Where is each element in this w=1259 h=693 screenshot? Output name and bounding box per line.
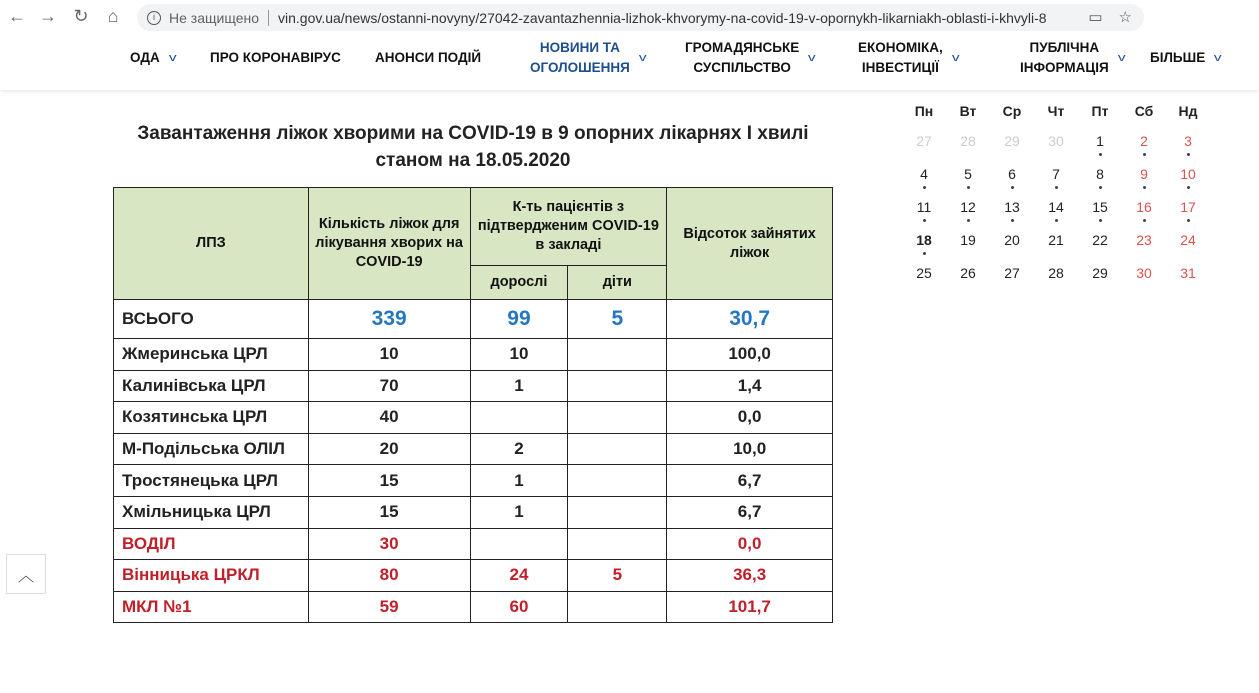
day-number: 5 <box>964 166 972 182</box>
cell-adults: 24 <box>470 560 568 592</box>
day-number: 12 <box>960 199 976 215</box>
day-number: 1 <box>1096 133 1104 149</box>
cell-beds: 40 <box>308 402 470 434</box>
cell-name: МКЛ №1 <box>114 591 309 623</box>
cell-percent: 100,0 <box>667 339 833 371</box>
cell-percent: 0,0 <box>667 528 833 560</box>
table-row-total <box>114 300 833 339</box>
chevron-down-icon[interactable]: v <box>168 52 177 64</box>
weekday-label: Чт <box>1047 103 1065 119</box>
day-number: 17 <box>1180 199 1196 215</box>
cell-adults: 1 <box>470 496 568 528</box>
cell-children <box>568 528 667 560</box>
event-dot-icon <box>1187 219 1190 222</box>
cell-name: Жмеринська ЦРЛ <box>114 339 309 371</box>
nav-item[interactable] <box>530 36 645 80</box>
browser-toolbar <box>0 0 1259 36</box>
day-number: 20 <box>1004 232 1020 248</box>
calendar-day[interactable] <box>1122 265 1166 298</box>
calendar-day[interactable] <box>1034 265 1078 298</box>
nav-item-label: ГРОМАДЯНСЬКЕ СУСПІЛЬСТВО <box>685 40 800 75</box>
calendar-day[interactable] <box>990 232 1034 265</box>
calendar-day[interactable] <box>1034 133 1078 166</box>
nav-item-label: ОДА <box>130 50 160 65</box>
day-number: 7 <box>1052 166 1060 182</box>
calendar-week <box>902 265 1212 298</box>
cell-name: Козятинська ЦРЛ <box>114 402 309 434</box>
weekday-label: Пт <box>1091 103 1109 119</box>
calendar-day[interactable] <box>902 265 946 298</box>
cell-name: М-Подільська ОЛІЛ <box>114 433 309 465</box>
calendar-day[interactable] <box>1034 166 1078 199</box>
info-icon[interactable]: i <box>147 11 161 25</box>
cell-name: Тростянецька ЦРЛ <box>114 465 309 497</box>
cell-beds: 15 <box>308 496 470 528</box>
total-beds: 339 <box>308 300 470 339</box>
total-children: 5 <box>568 300 667 339</box>
chevron-down-icon[interactable]: v <box>951 52 960 64</box>
url-text[interactable]: vin.gov.ua/news/ostanni-novyny/27042-zavantazhennia-lizhok-khvorymy-na-covid-19-v-opornykh-likarniakh-oblasti-i-khvyli-8 <box>278 9 1047 26</box>
event-dot-icon <box>1143 219 1146 222</box>
weekday-label: Ср <box>1002 103 1022 119</box>
calendar-day[interactable] <box>1034 199 1078 232</box>
nav-item[interactable] <box>858 36 958 80</box>
nav-item[interactable] <box>375 36 481 80</box>
back-icon[interactable]: ← <box>8 6 26 26</box>
cell-adults <box>470 528 568 560</box>
day-number: 16 <box>1136 199 1152 215</box>
calendar-day[interactable] <box>902 199 946 232</box>
event-dot-icon <box>1143 153 1146 156</box>
cell-children <box>568 339 667 371</box>
nav-item-label: АНОНСИ ПОДІЙ <box>375 50 482 65</box>
divider <box>268 10 269 26</box>
nav-item-label: БІЛЬШЕ <box>1150 50 1206 65</box>
day-number: 2 <box>1140 133 1148 149</box>
nav-item[interactable] <box>210 36 341 80</box>
cell-percent: 101,7 <box>667 591 833 623</box>
weekday-label: Вт <box>959 103 977 119</box>
calendar-day[interactable] <box>1034 232 1078 265</box>
cell-name: Вінницька ЦРКЛ <box>114 560 309 592</box>
total-adults: 99 <box>470 300 568 339</box>
cell-percent: 36,3 <box>667 560 833 592</box>
title-line-1: Завантаження ліжок хворими на COVID-19 в 9 опорних лікарнях І хвилі <box>137 123 809 144</box>
calendar-day[interactable] <box>1166 133 1210 166</box>
cell-beds: 80 <box>308 560 470 592</box>
day-number: 30 <box>1048 133 1064 149</box>
calendar-week <box>902 166 1212 199</box>
calendar-day[interactable] <box>990 166 1034 199</box>
calendar-week <box>902 133 1212 166</box>
weekday-label: Сб <box>1134 103 1154 119</box>
cell-children <box>568 496 667 528</box>
cell-children <box>568 465 667 497</box>
cell-children <box>568 402 667 434</box>
event-dot-icon <box>1143 186 1146 189</box>
day-number: 14 <box>1048 199 1064 215</box>
calendar-day[interactable] <box>1166 199 1210 232</box>
calendar-day[interactable] <box>990 133 1034 166</box>
cell-adults: 2 <box>470 433 568 465</box>
cell-adults: 1 <box>470 465 568 497</box>
day-number: 21 <box>1048 232 1064 248</box>
calendar-day[interactable] <box>1078 265 1122 298</box>
cell-percent: 6,7 <box>667 496 833 528</box>
table-row <box>114 339 833 371</box>
table-row <box>114 496 833 528</box>
day-number: 22 <box>1092 232 1108 248</box>
header-patients: К-ть пацієнтів з підтвердженим COVID-19 в закладі <box>470 188 667 266</box>
calendar-day[interactable] <box>946 166 990 199</box>
day-number: 29 <box>1092 265 1108 281</box>
chevron-down-icon[interactable]: v <box>1117 52 1126 64</box>
table-row <box>114 528 833 560</box>
day-number: 26 <box>960 265 976 281</box>
calendar-day[interactable] <box>902 232 946 265</box>
day-number: 18 <box>916 232 932 248</box>
chevron-down-icon[interactable]: v <box>1214 52 1222 64</box>
event-dot-icon <box>1011 186 1014 189</box>
calendar-day[interactable] <box>1078 199 1122 232</box>
nav-item-label: ПУБЛІЧНА ІНФОРМАЦІЯ <box>1020 40 1109 75</box>
weekday-label: Нд <box>1178 103 1198 119</box>
day-number: 4 <box>920 166 928 182</box>
cell-children <box>568 433 667 465</box>
day-number: 9 <box>1140 166 1148 182</box>
cell-adults: 60 <box>470 591 568 623</box>
cell-adults: 1 <box>470 370 568 402</box>
total-percent: 30,7 <box>667 300 833 339</box>
table-row <box>114 402 833 434</box>
day-number: 31 <box>1180 265 1196 281</box>
calendar-day[interactable] <box>1122 232 1166 265</box>
calendar-day[interactable] <box>902 166 946 199</box>
table-row <box>114 370 833 402</box>
calendar-day[interactable] <box>1078 232 1122 265</box>
main-nav <box>0 36 1259 90</box>
day-number: 28 <box>960 133 976 149</box>
nav-item[interactable] <box>685 36 815 80</box>
day-number: 15 <box>1092 199 1108 215</box>
calendar-day[interactable] <box>1122 166 1166 199</box>
day-number: 27 <box>916 133 932 149</box>
calendar-day[interactable] <box>1166 166 1210 199</box>
cell-beds: 15 <box>308 465 470 497</box>
event-dot-icon <box>967 219 970 222</box>
bed-occupancy-table <box>113 187 833 623</box>
event-dot-icon <box>1011 219 1014 222</box>
total-name: ВСЬОГО <box>114 300 309 339</box>
day-number: 3 <box>1184 133 1192 149</box>
event-dot-icon <box>1187 153 1190 156</box>
home-icon[interactable]: ⌂ <box>107 6 119 26</box>
bookmark-star-icon[interactable]: ☆ <box>1118 9 1132 26</box>
cell-percent: 0,0 <box>667 402 833 434</box>
chevron-down-icon[interactable]: v <box>638 52 647 64</box>
event-dot-icon <box>1055 219 1058 222</box>
cell-children <box>568 591 667 623</box>
calendar-day[interactable] <box>1078 133 1122 166</box>
day-number: 23 <box>1136 232 1152 248</box>
calendar-weekdays <box>902 100 1212 133</box>
header-lpz: ЛПЗ <box>114 188 309 300</box>
cell-adults <box>470 402 568 434</box>
calendar <box>902 100 1212 298</box>
title-line-2: станом на 18.05.2020 <box>375 150 571 171</box>
cell-beds: 30 <box>308 528 470 560</box>
day-number: 10 <box>1180 166 1196 182</box>
calendar-week <box>902 232 1212 265</box>
nav-item[interactable] <box>130 36 175 80</box>
calendar-day[interactable] <box>902 133 946 166</box>
table-row <box>114 465 833 497</box>
cell-name: ВОДІЛ <box>114 528 309 560</box>
nav-item[interactable] <box>1150 36 1221 80</box>
calendar-day[interactable] <box>990 199 1034 232</box>
event-dot-icon <box>967 186 970 189</box>
day-number: 24 <box>1180 232 1196 248</box>
day-number: 19 <box>960 232 976 248</box>
event-dot-icon <box>1099 219 1102 222</box>
nav-item-label: НОВИНИ ТА ОГОЛОШЕННЯ <box>530 40 630 75</box>
security-label: Не защищено <box>169 9 259 26</box>
event-dot-icon <box>1099 153 1102 156</box>
day-number: 8 <box>1096 166 1104 182</box>
day-number: 6 <box>1008 166 1016 182</box>
calendar-day[interactable] <box>946 199 990 232</box>
calendar-day[interactable] <box>1122 133 1166 166</box>
day-number: 30 <box>1136 265 1152 281</box>
weekday-label: Пн <box>914 103 934 119</box>
day-number: 29 <box>1004 133 1020 149</box>
cell-name: Хмільницька ЦРЛ <box>114 496 309 528</box>
nav-item-label: ПРО КОРОНАВІРУС <box>210 50 341 65</box>
address-bar[interactable] <box>137 4 1144 31</box>
event-dot-icon <box>923 219 926 222</box>
nav-item[interactable] <box>1020 36 1124 80</box>
table-row <box>114 433 833 465</box>
calendar-week <box>902 199 1212 232</box>
calendar-day[interactable] <box>946 265 990 298</box>
calendar-day[interactable] <box>1122 199 1166 232</box>
calendar-day[interactable] <box>946 133 990 166</box>
header-children: діти <box>568 266 667 300</box>
table-row <box>114 560 833 592</box>
cell-name: Калинівська ЦРЛ <box>114 370 309 402</box>
calendar-day[interactable] <box>1166 265 1210 298</box>
cell-beds: 70 <box>308 370 470 402</box>
cell-percent: 10,0 <box>667 433 833 465</box>
cell-adults: 10 <box>470 339 568 371</box>
cell-beds: 59 <box>308 591 470 623</box>
event-dot-icon <box>1187 186 1190 189</box>
calendar-day[interactable] <box>1166 232 1210 265</box>
reload-icon[interactable]: ↻ <box>73 6 89 26</box>
event-dot-icon <box>1099 186 1102 189</box>
article-title <box>113 120 833 174</box>
cell-percent: 1,4 <box>667 370 833 402</box>
day-number: 11 <box>916 199 932 215</box>
calendar-day[interactable] <box>946 232 990 265</box>
event-dot-icon <box>1055 186 1058 189</box>
day-number: 25 <box>916 265 932 281</box>
chevron-up-icon: ︿ <box>17 567 34 585</box>
header-adults: дорослі <box>470 266 568 300</box>
day-number: 13 <box>1004 199 1020 215</box>
day-number: 27 <box>1004 265 1020 281</box>
header-beds: Кількість ліжок для лікування хворих на COVID-19 <box>308 188 470 300</box>
table-row <box>114 591 833 623</box>
forward-icon[interactable]: → <box>39 6 57 26</box>
scroll-to-top-button[interactable] <box>6 554 46 594</box>
nav-item-label: ЕКОНОМІКА, ІНВЕСТИЦІЇ <box>858 40 943 75</box>
event-dot-icon <box>923 186 926 189</box>
header-percent: Відсоток зайнятих ліжок <box>667 188 833 300</box>
chevron-down-icon[interactable]: v <box>808 52 816 64</box>
cell-beds: 10 <box>308 339 470 371</box>
day-number: 28 <box>1048 265 1064 281</box>
event-dot-icon <box>923 252 926 255</box>
reader-mode-icon[interactable]: ▭ <box>1088 9 1103 26</box>
calendar-day[interactable] <box>1078 166 1122 199</box>
cell-children: 5 <box>568 560 667 592</box>
cell-beds: 20 <box>308 433 470 465</box>
cell-children <box>568 370 667 402</box>
calendar-day[interactable] <box>990 265 1034 298</box>
cell-percent: 6,7 <box>667 465 833 497</box>
